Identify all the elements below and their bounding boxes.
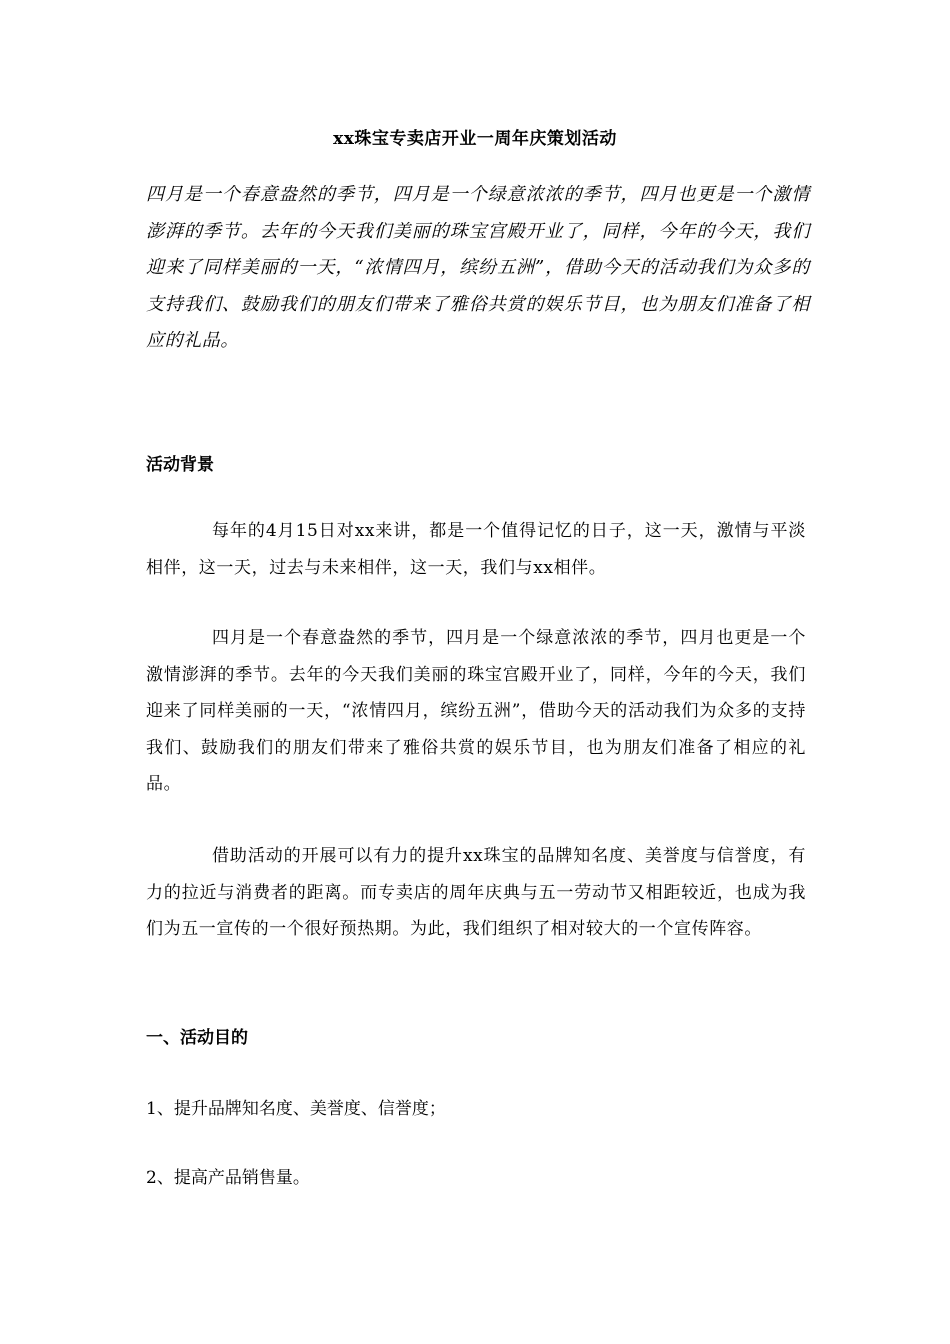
background-heading: 活动背景 — [146, 455, 214, 475]
background-paragraph-3: 借助活动的开展可以有力的提升xx珠宝的品牌知名度、美誉度与信誉度，有力的拉近与消费者的距离。而专卖店的周年庆典与五一劳动节又相距较近，也成为我们为五一宣传的一个很好预热期。为此，我们组织了相对较大的一个宣传阵容。 — [146, 846, 806, 939]
objective-item-1: 1、提升品牌知名度、美誉度、信誉度； — [146, 1099, 446, 1119]
intro-paragraph: 四月是一个春意盎然的季节，四月是一个绿意浓浓的季节，四月也更是一个激情澎湃的季节。去年的今天我们美丽的珠宝宫殿开业了，同样，今年的今天，我们迎来了同样美丽的一天，“浓情四月，缤纷五洲”，借助今天的活动我们为众多的支持我们、鼓励我们的朋友们带来了雅俗共赏的娱乐节目，也为朋友们准备了相应的礼品。 — [146, 184, 810, 351]
objective-item-2: 2、提高产品销售量。 — [146, 1168, 310, 1188]
objectives-heading: 一、活动目的 — [146, 1028, 248, 1048]
document-title: xx珠宝专卖店开业一周年庆策划活动 — [333, 129, 617, 149]
background-paragraph-2: 四月是一个春意盎然的季节，四月是一个绿意浓浓的季节，四月也更是一个激情澎湃的季节。去年的今天我们美丽的珠宝宫殿开业了，同样，今年的今天，我们迎来了同样美丽的一天，“浓情四月，缤纷五洲”，借助今天的活动我们为众多的支持我们、鼓励我们的朋友们带来了雅俗共赏的娱乐节目，也为朋友们准备了相应的礼品。 — [146, 628, 806, 794]
background-paragraph-1: 每年的4月15日对xx来讲，都是一个值得记忆的日子，这一天，激情与平淡相伴，这一天，过去与未来相伴，这一天，我们与xx相伴。 — [146, 521, 806, 578]
